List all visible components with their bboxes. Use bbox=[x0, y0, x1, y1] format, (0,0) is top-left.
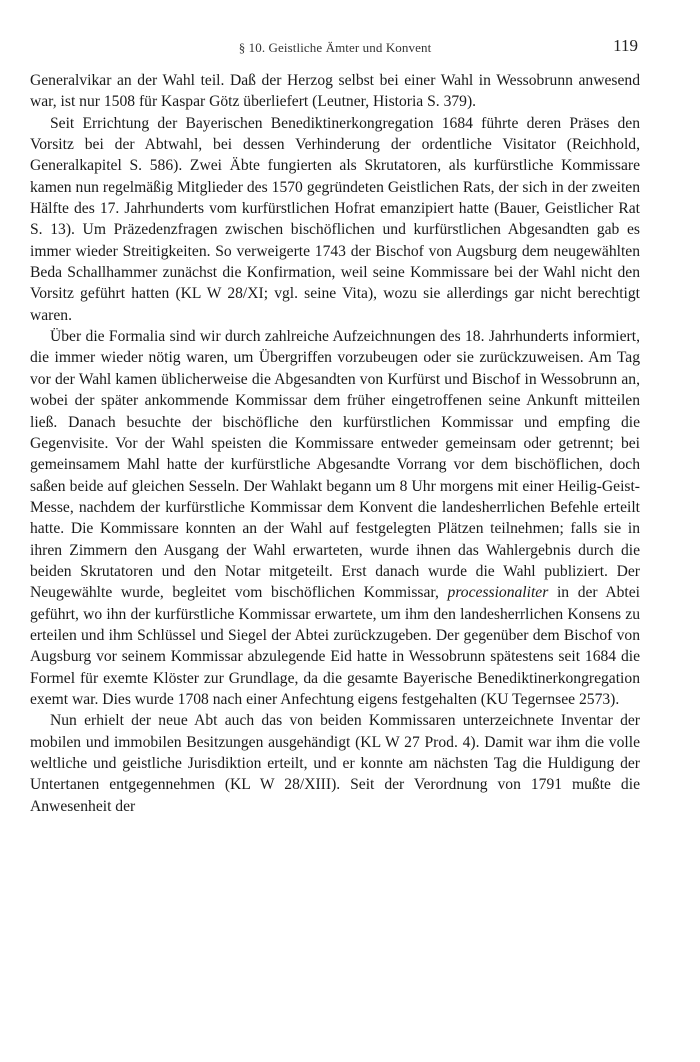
paragraph-benediktinerkongregation: Seit Errichtung der Bayerischen Benediktinerkongregation 1684 führte deren Präses den Vorsitz bei der Abtwahl, bei dessen Verhinderung der ordentliche Visitator (Reichhold, Generalkapitel S. 586). Zwei Äbte fungierten als Skrutatoren, als kurfürstliche Kommissare kamen nun regelmäßig Mitglieder des 1570 gegründeten Geistlichen Rats, der sich in der zweiten Hälfte des 17. Jahrhunderts vom kurfürstlichen Hofrat emanzipiert hatte (Bauer, Geistlicher Rat S. 13). Um Präzedenzfragen zwischen bischöflichen und kurfürstlichen Abgesandten gab es immer wieder Streitigkeiten. So verweigerte 1743 der Bischof von Augsburg dem neugewählten Beda Schallhammer zunächst die Konfirmation, weil seine Kommissare bei der Wahl nicht den Vorsitz geführt hatten (KL W 28/XI; vgl. seine Vita), wozu sie allerdings gar nicht berechtigt waren. bbox=[30, 114, 640, 324]
book-page bbox=[30, 36, 640, 817]
section-title: § 10. Geistliche Ämter und Konvent bbox=[238, 40, 432, 55]
running-head bbox=[30, 36, 640, 62]
paragraph-formalia bbox=[30, 326, 640, 710]
paragraph-formalia-part-1: Über die Formalia sind wir durch zahlreiche Aufzeichnungen des 18. Jahrhunderts informiert, die immer wieder nötig waren, um Übergriffen vorzubeugen oder sie zurückzuweisen. Am Tag vor der Wahl kamen üblicherweise die Abgesandten von Kurfürst und Bischof in Wessobrunn an, wobei der später ankommende Kommissar dem früher eingetroffenen seine Ankunft mitteilen ließ. Danach besuchte der bischöfliche den kurfürstlichen Kommissar und empfing die Gegenvisite. Vor der Wahl speisten die Kommissare entweder gemeinsam oder getrennt; bei gemeinsamem Mahl hatte der kurfürstliche Abgesandte Vorrang vor dem bischöflichen, doch saßen beide auf gleichen Sesseln. Der Wahlakt begann um 8 Uhr morgens mit einer Heilig-Geist-Messe, nachdem der kurfürstliche Kommissar dem Konvent die landesherrlichen Befehle erteilt hatte. Die Kommissare konnten an der Wahl auf festgelegten Plätzen teilnehmen; falls sie in ihren Zimmern den Ausgang der Wahl erwarteten, wurde ihnen das Wahlergebnis durch die beiden Skrutatoren und den Notar mitgeteilt. Erst danach wurde die Wahl publiziert. Der Neugewählte wurde, begleitet vom bischöflichen Kommissar, bbox=[30, 328, 640, 602]
body-text bbox=[30, 70, 640, 817]
paragraph-continuation: Generalvikar an der Wahl teil. Daß der Herzog selbst bei einer Wahl in Wessobrunn anwesend war, ist nur 1508 für Kaspar Götz überliefert (Leutner, Historia S. 379). bbox=[30, 72, 640, 111]
italic-term: processionaliter bbox=[447, 584, 549, 602]
paragraph-formalia-part-2: in der Abtei geführt, wo ihn der kurfürstliche Kommissar erwartete, um ihm den landesherrlichen Konsens zu erteilen und ihm Schlüssel und Siegel der Abtei zurückzugeben. Der gegenüber dem Bischof von Augsburg vor seinem Kommissar abzulegende Eid hatte in Wessobrunn spätestens seit 1684 die Formel für exemte Klöster zur Grundlage, da die gesamte Bayerische Benediktinerkongregation exemt war. Dies wurde 1708 nach einer Anfechtung eigens festgehalten (KU Tegernsee 2573). bbox=[30, 584, 641, 708]
page-number: 119 bbox=[613, 36, 638, 55]
paragraph-inventar: Nun erhielt der neue Abt auch das von beiden Kommissaren unterzeichnete Inventar der mobilen und immobilen Besitzungen ausgehändigt (KL W 27 Prod. 4). Damit war ihm die volle weltliche und geistliche Jurisdiktion erteilt, und er konnte am nächsten Tag die Huldigung der Untertanen entgegennehmen (KL W 28/XIII). Seit der Verordnung von 1791 mußte die Anwesenheit der bbox=[30, 712, 640, 815]
